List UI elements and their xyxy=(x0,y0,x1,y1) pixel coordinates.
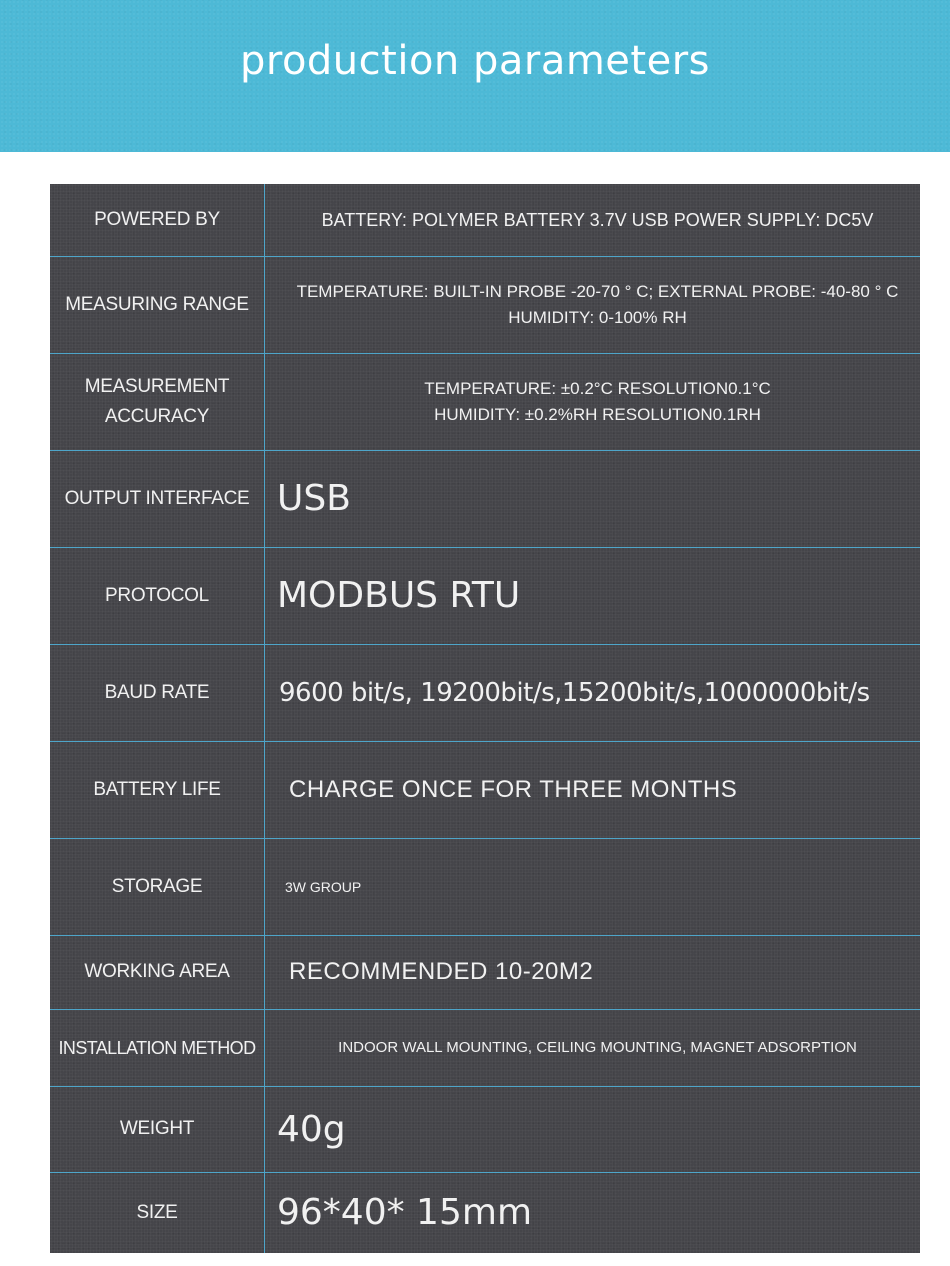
value-line: HUMIDITY: ±0.2%RH RESOLUTION0.1RH xyxy=(434,404,761,424)
row-label-measurement-accuracy xyxy=(50,353,265,450)
row-label-installation-method: INSTALLATION METHOD xyxy=(50,1009,265,1086)
row-value-measurement-accuracy xyxy=(265,353,921,450)
table-row xyxy=(50,353,920,450)
value-text: BATTERY: POLYMER BATTERY 3.7V USB POWER SUPPLY: DC5V xyxy=(321,209,874,230)
row-value-installation-method xyxy=(265,1009,921,1086)
parameters-table xyxy=(50,184,920,1253)
table-row xyxy=(50,184,920,256)
value-text: USB xyxy=(277,478,351,519)
row-label-measuring-range: MEASURING RANGE xyxy=(50,256,265,353)
row-value-size xyxy=(265,1172,921,1253)
table-row xyxy=(50,547,920,644)
table-row xyxy=(50,450,920,547)
table-row xyxy=(50,1009,920,1086)
value-text: 9600 bit/s, 19200bit/s,15200bit/s,1000000bit/s xyxy=(279,677,870,708)
row-label-weight: WEIGHT xyxy=(50,1086,265,1172)
value-line: HUMIDITY: 0-100% RH xyxy=(508,307,687,327)
value-text: 40g xyxy=(277,1108,346,1150)
table-row xyxy=(50,1172,920,1253)
row-value-baud-rate xyxy=(265,644,921,741)
value-line: TEMPERATURE: ±0.2°C RESOLUTION0.1°C xyxy=(424,378,771,398)
value-text: MODBUS RTU xyxy=(277,575,521,616)
row-label-battery-life: BATTERY LIFE xyxy=(50,741,265,838)
row-value-working-area xyxy=(265,935,921,1009)
row-value-battery-life xyxy=(265,741,921,838)
parameters-table-grid xyxy=(50,184,920,1253)
value-text: INDOOR WALL MOUNTING, CEILING MOUNTING, MAGNET ADSORPTION xyxy=(338,1039,857,1056)
row-value-storage xyxy=(265,838,921,935)
value-text: 96*40* 15mm xyxy=(277,1192,533,1234)
row-value-output-interface xyxy=(265,450,921,547)
row-value-protocol xyxy=(265,547,921,644)
table-row xyxy=(50,935,920,1009)
row-label-protocol: PROTOCOL xyxy=(50,547,265,644)
value-text: CHARGE ONCE FOR THREE MONTHS xyxy=(289,775,738,803)
row-label-powered-by: POWERED BY xyxy=(50,184,265,256)
table-row xyxy=(50,741,920,838)
row-value-weight xyxy=(265,1086,921,1172)
row-value-powered-by xyxy=(265,184,921,256)
row-label-working-area: WORKING AREA xyxy=(50,935,265,1009)
value-line: TEMPERATURE: BUILT-IN PROBE -20-70 ° C; EXTERNAL PROBE: -40-80 ° C xyxy=(296,281,899,301)
row-value-measuring-range xyxy=(265,256,921,353)
row-label-output-interface: OUTPUT INTERFACE xyxy=(50,450,265,547)
label-line: ACCURACY xyxy=(104,405,210,427)
row-label-storage: STORAGE xyxy=(50,838,265,935)
table-row xyxy=(50,644,920,741)
table-row xyxy=(50,838,920,935)
table-row xyxy=(50,1086,920,1172)
row-label-baud-rate: BAUD RATE xyxy=(50,644,265,741)
value-text: RECOMMENDED 10-20M2 xyxy=(289,958,594,985)
label-line: MEASUREMENT xyxy=(84,375,230,397)
header-banner xyxy=(0,0,950,152)
row-label-size: SIZE xyxy=(50,1172,265,1253)
page-title: production parameters xyxy=(239,38,710,84)
table-row xyxy=(50,256,920,353)
value-text: 3W GROUP xyxy=(285,878,362,895)
